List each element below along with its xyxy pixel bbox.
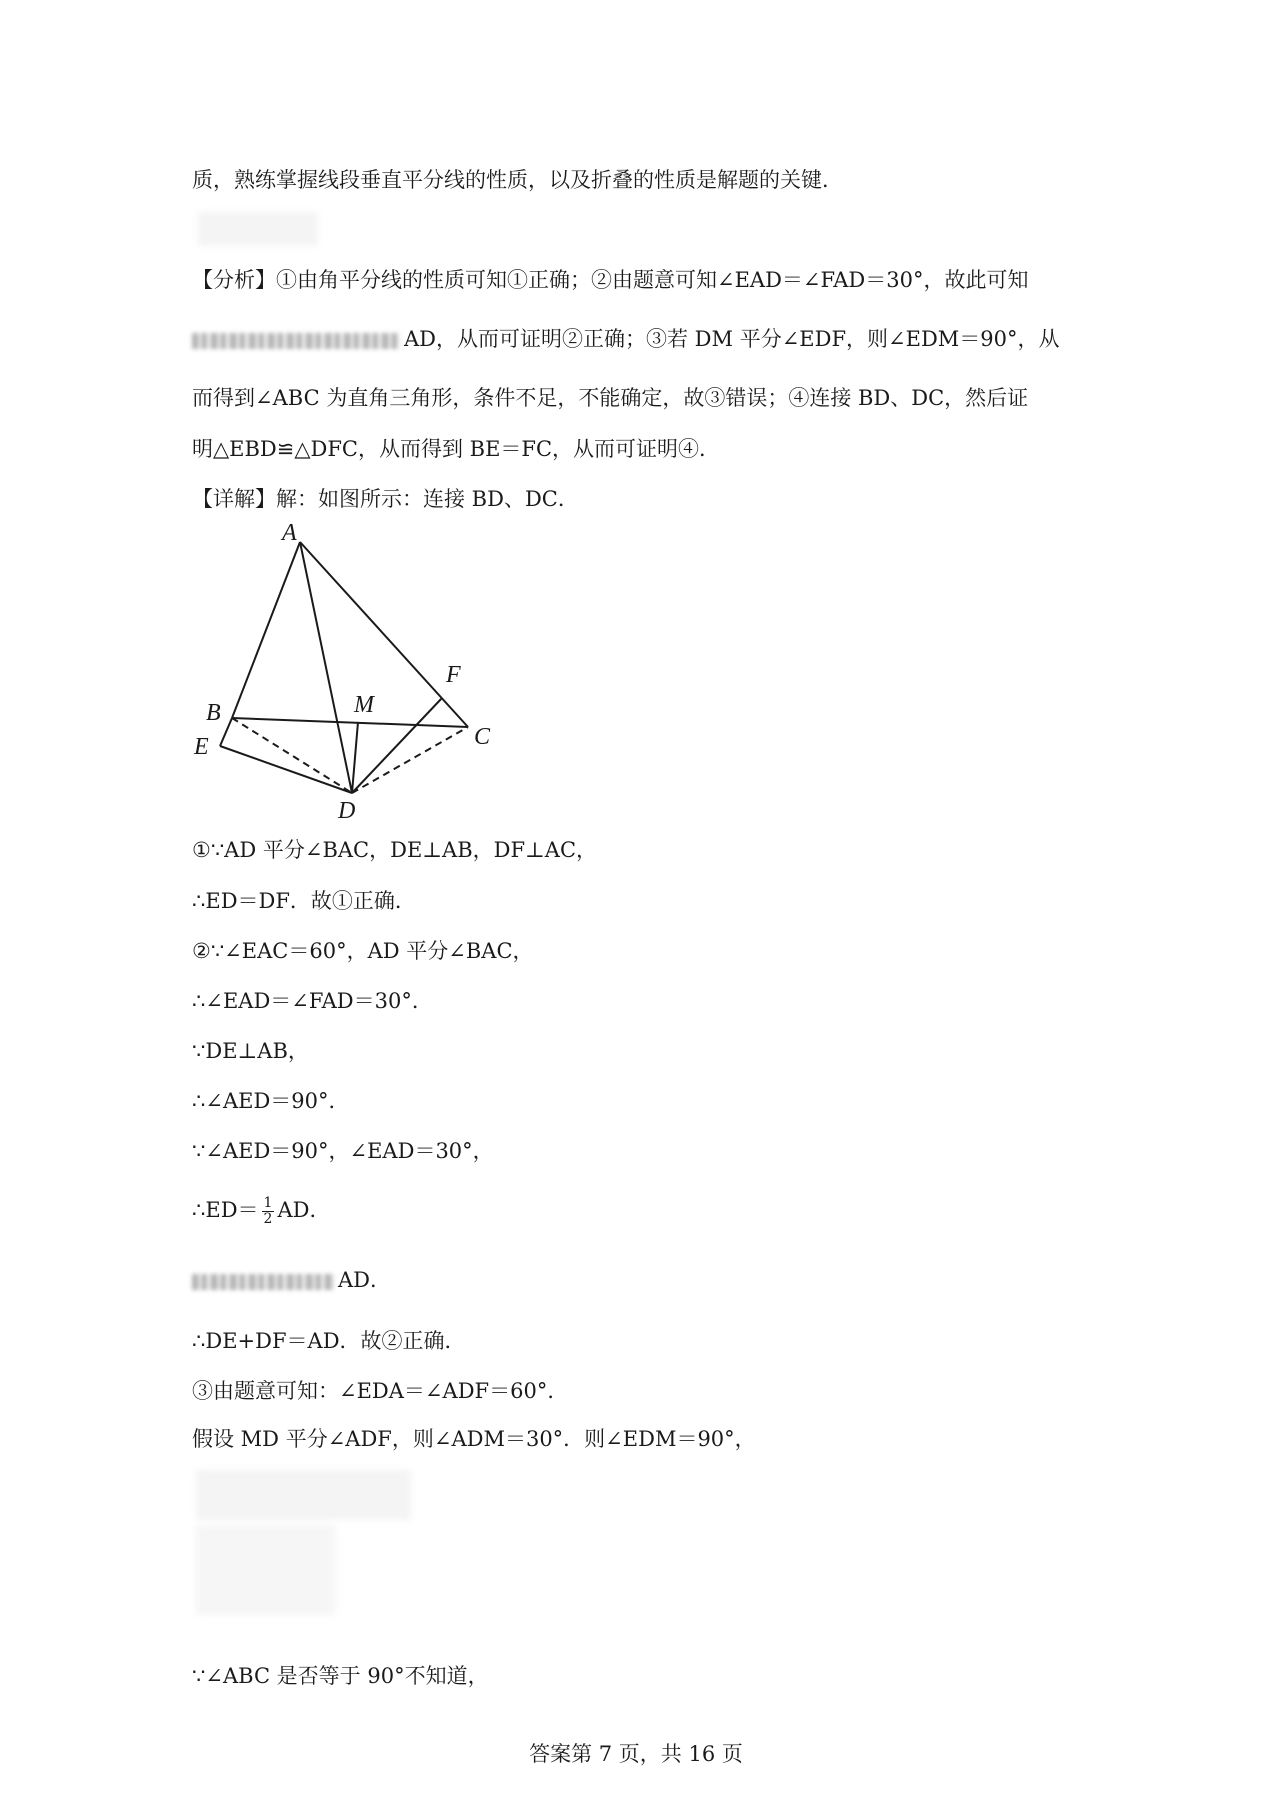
segment-BD xyxy=(232,718,352,793)
label-E: E xyxy=(194,734,209,760)
segment-BC xyxy=(232,718,468,727)
label-D: D xyxy=(338,798,356,820)
step-3: ②∵∠EAC＝60°，AD 平分∠BAC， xyxy=(192,939,534,963)
step-5: ∵DE⊥AB， xyxy=(192,1039,309,1063)
label-B: B xyxy=(206,700,221,726)
segment-DC xyxy=(352,727,468,793)
segment-DM xyxy=(352,722,358,793)
step-1: ①∵AD 平分∠BAC，DE⊥AB，DF⊥AC， xyxy=(192,838,598,862)
faint-smudge xyxy=(198,212,318,246)
analysis-line-2-text: AD，从而可证明②正确；③若 DM 平分∠EDF，则∠EDM＝90°，从 xyxy=(404,327,1060,351)
analysis-line-4: 明△EBD≌△DFC，从而得到 BE＝FC，从而可证明④． xyxy=(192,437,721,461)
label-F: F xyxy=(446,662,461,688)
label-M: M xyxy=(354,692,374,718)
segment-ED xyxy=(220,746,352,793)
step-8 xyxy=(192,1195,330,1227)
segment-AC xyxy=(300,542,468,727)
fraction-numerator: 1 xyxy=(263,1195,273,1211)
segment-BE xyxy=(220,718,232,746)
step-10: ∴DE+DF＝AD．故②正确． xyxy=(192,1329,466,1353)
blurred-text xyxy=(192,1274,334,1290)
label-C: C xyxy=(474,724,491,750)
geometry-figure xyxy=(192,520,512,820)
step-8-pre: ∴ED＝ xyxy=(192,1198,259,1222)
text-line-1: 质，熟练掌握线段垂直平分线的性质，以及折叠的性质是解题的关键． xyxy=(192,168,843,192)
segment-AB xyxy=(232,542,300,718)
fraction-half xyxy=(262,1196,275,1227)
analysis-line-1: 【分析】①由角平分线的性质可知①正确；②由题意可知∠EAD＝∠FAD＝30°，故此可知 xyxy=(192,268,1029,292)
label-A: A xyxy=(282,520,297,546)
analysis-line-3: 而得到∠ABC 为直角三角形，条件不足，不能确定，故③错误；④连接 BD、DC，然后证 xyxy=(192,386,1029,410)
step-9-text: AD． xyxy=(338,1268,392,1292)
faint-smudge xyxy=(196,1470,411,1520)
step-4: ∴∠EAD＝∠FAD＝30°． xyxy=(192,989,433,1013)
segment-AD xyxy=(300,542,352,793)
step-6: ∴∠AED＝90°． xyxy=(192,1089,350,1113)
step-11: ③由题意可知：∠EDA＝∠ADF＝60°． xyxy=(192,1379,569,1403)
step-13: ∵∠ABC 是否等于 90°不知道， xyxy=(192,1664,489,1688)
step-2: ∴ED＝DF．故①正确． xyxy=(192,889,416,913)
blurred-text xyxy=(192,333,400,349)
detail-heading: 【详解】解：如图所示：连接 BD、DC． xyxy=(192,487,579,511)
page-footer: 答案第 7 页，共 16 页 xyxy=(529,1742,743,1766)
step-9 xyxy=(192,1265,391,1295)
step-12: 假设 MD 平分∠ADF，则∠ADM＝30°．则∠EDM＝90°， xyxy=(192,1427,756,1451)
faint-smudge xyxy=(196,1525,336,1615)
fraction-denominator: 2 xyxy=(263,1211,273,1227)
step-7: ∵∠AED＝90°，∠EAD＝30°， xyxy=(192,1139,494,1163)
step-8-post: AD． xyxy=(277,1198,331,1222)
analysis-line-2 xyxy=(192,324,1060,354)
